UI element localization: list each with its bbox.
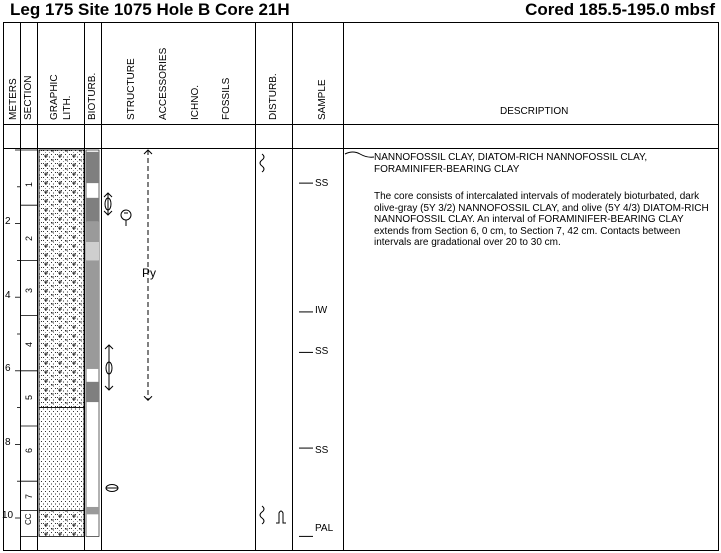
col-divider — [20, 22, 21, 551]
sample-label: IW — [315, 305, 328, 316]
description-heading: NANNOFOSSIL CLAY, DIATOM-RICH NANNOFOSSIL CLAY, FORAMINIFER-BEARING CLAY — [374, 152, 648, 175]
depth-label: 8 — [5, 437, 11, 448]
header-disturb: DISTURB. — [268, 73, 279, 120]
section-label: 6 — [24, 447, 34, 453]
section-label: CC — [24, 513, 33, 525]
section-label: 1 — [24, 181, 34, 187]
col-divider — [292, 22, 293, 551]
sample-label: SS — [315, 445, 329, 456]
col-divider — [101, 22, 102, 551]
header-accessories: ACCESSORIES — [158, 47, 169, 120]
depth-label: 2 — [5, 216, 11, 227]
section-label: 3 — [24, 287, 34, 293]
section-label: 5 — [24, 394, 34, 400]
header-description: DESCRIPTION — [500, 106, 569, 117]
sample-label: SS — [315, 346, 329, 357]
header-meters: METERS — [8, 78, 19, 120]
depth-label: 6 — [5, 363, 11, 374]
structure-label: Py — [142, 266, 157, 280]
core-log-frame — [3, 22, 719, 551]
header-graphic-lith-1: GRAPHIC — [49, 74, 60, 120]
sample-label: PAL — [315, 523, 334, 534]
section-label: 7 — [24, 493, 34, 499]
header-graphic-lith-2: LITH. — [62, 95, 73, 120]
header-divider — [3, 124, 719, 125]
depth-label: 4 — [5, 290, 11, 301]
description-body: The core consists of intercalated intervals of moderately bioturbated, dark olive-gray (5Y 3/2) NANNOFOSSIL CLAY, and olive (5Y 4/3) DIATOM-RICH NANNOFOSSIL CLAY. An interval of FORAMINIFER-BEARING CLAY extends from Section 6, 0 cm, to Section 7, 42 cm. Contacts between intervals are gradational over 20 to 30 cm. — [374, 191, 709, 248]
header-ichno: ICHNO. — [190, 85, 201, 120]
header-section: SECTION — [23, 75, 34, 120]
col-divider — [255, 22, 256, 551]
section-label: 4 — [24, 341, 34, 347]
header-bioturb: BIOTURB. — [87, 72, 98, 120]
sample-label: SS — [315, 178, 329, 189]
core-title: Leg 175 Site 1075 Hole B Core 21H — [10, 0, 290, 19]
header-structure: STRUCTURE — [126, 58, 137, 120]
header-sample: SAMPLE — [317, 79, 328, 120]
col-divider — [37, 22, 38, 551]
header-fossils: FOSSILS — [221, 77, 232, 120]
body-top-divider — [3, 148, 719, 149]
depth-label: 10 — [2, 510, 14, 521]
col-divider — [343, 22, 344, 551]
cored-interval: Cored 185.5-195.0 mbsf — [525, 0, 715, 19]
section-label: 2 — [24, 235, 34, 241]
col-divider — [84, 22, 85, 551]
